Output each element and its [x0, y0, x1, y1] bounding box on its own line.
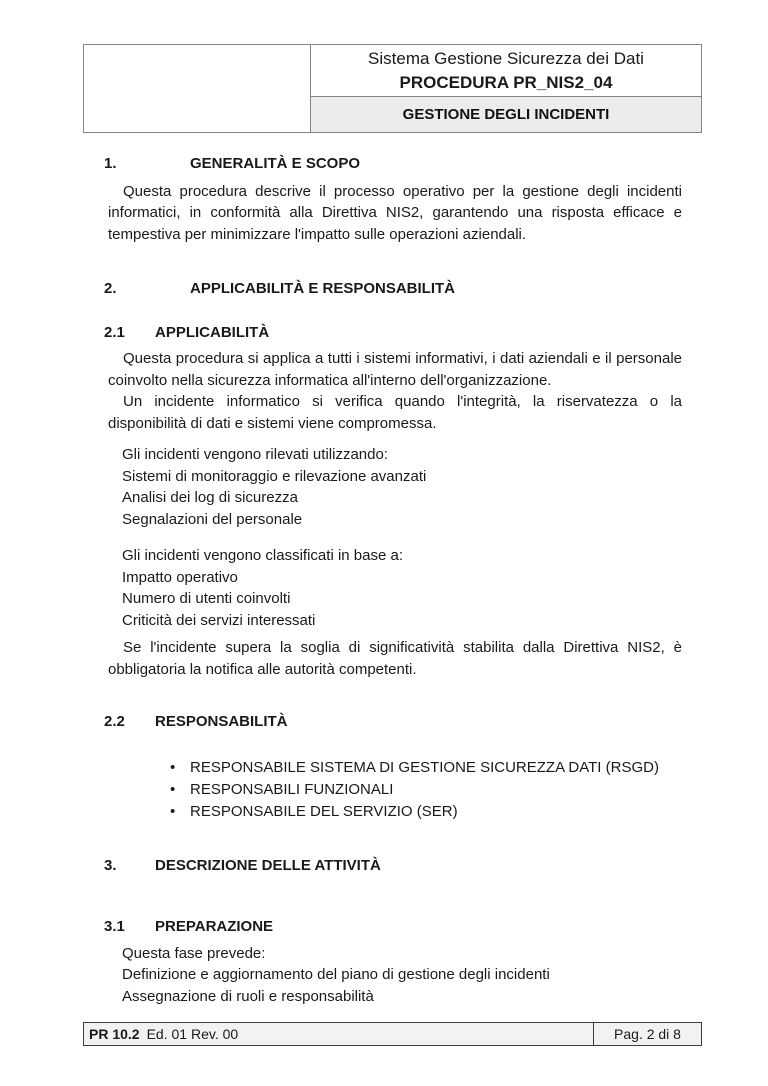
footer-edition: Ed. 01 Rev. 00: [146, 1026, 239, 1042]
section-title: RESPONSABILITÀ: [155, 713, 288, 730]
bullet-icon: •: [170, 802, 176, 820]
section-number: 1.: [104, 155, 117, 172]
bullet-text: RESPONSABILI FUNZIONALI: [190, 780, 394, 798]
section-2-1-heading: [104, 322, 682, 344]
bullet-icon: •: [170, 780, 176, 798]
footer-table: [83, 1022, 702, 1046]
document-body: [104, 132, 682, 1007]
preparation-list: [122, 943, 682, 1008]
procedure-code: PROCEDURA PR_NIS2_04: [399, 72, 613, 92]
section-number: 2.1: [104, 323, 125, 341]
footer-page-number: Pag. 2 di 8: [593, 1023, 701, 1045]
section-title: PREPARAZIONE: [155, 918, 274, 935]
list-item: Numero di utenti coinvolti: [122, 590, 291, 607]
paragraph-notification: Se l'incidente supera la soglia di significatività stabilita dalla Direttiva NIS2, è obbligatoria la notifica alle autorità competenti.: [108, 639, 682, 678]
section-3-heading: [104, 855, 682, 877]
list-intro: Gli incidenti vengono classificati in base a:: [122, 547, 403, 564]
list-item: Analisi dei log di sicurezza: [122, 489, 298, 506]
list-item: Definizione e aggiornamento del piano di gestione degli incidenti: [122, 966, 550, 983]
detection-list: [122, 444, 682, 530]
bullet-text: RESPONSABILE DEL SERVIZIO (SER): [190, 802, 458, 820]
paragraph-applicability-1: Questa procedura si applica a tutti i sistemi informativi, i dati aziendali e il personale coinvolto nella sicurezza informatica all'interno dell'organizzazione.: [108, 350, 682, 389]
list-item: Assegnazione di ruoli e responsabilità: [122, 987, 374, 1005]
section-title: GENERALITÀ E SCOPO: [190, 155, 361, 172]
classification-list: [122, 545, 682, 631]
list-item: Sistemi di monitoraggio e rilevazione avanzati: [122, 467, 427, 485]
bullet-text: RESPONSABILE SISTEMA DI GESTIONE SICUREZZA DATI (RSGD): [190, 758, 659, 776]
system-title: Sistema Gestione Sicurezza dei Dati: [368, 48, 644, 68]
section-1-heading: [104, 153, 682, 175]
section-number: 3.1: [104, 918, 125, 935]
footer-doc-info: [84, 1023, 593, 1045]
section-2-2-heading: [104, 711, 682, 733]
bullet-icon: •: [170, 758, 176, 776]
header-right-column: [311, 45, 701, 132]
list-intro: Gli incidenti vengono rilevati utilizzando:: [122, 446, 388, 463]
list-item: Criticità dei servizi interessati: [122, 611, 316, 629]
document-title: GESTIONE DEGLI INCIDENTI: [311, 97, 701, 132]
list-item: Impatto operativo: [122, 568, 238, 586]
list-item: [170, 779, 682, 801]
logo-placeholder-cell: [84, 45, 311, 132]
paragraph-scope: Questa procedura descrive il processo operativo per la gestione degli incidenti informatici, in conformità alla Direttiva NIS2, garantendo una risposta efficace e tempestiva per minimizzare l'impatto sulle operazioni aziendali.: [108, 182, 682, 243]
footer-doc-code: PR 10.2: [89, 1026, 140, 1042]
list-item: Segnalazioni del personale: [122, 510, 303, 528]
section-title: APPLICABILITÀ: [155, 323, 270, 341]
paragraph-applicability-2: Un incidente informatico si verifica quando l'integrità, la riservatezza o la disponibilità di dati e sistemi viene compromessa.: [108, 393, 682, 432]
section-title: DESCRIZIONE DELLE ATTIVITÀ: [155, 856, 381, 874]
responsibility-bullet-list: [170, 757, 682, 823]
list-item: [170, 801, 682, 823]
section-number: 2.: [104, 280, 117, 297]
section-3-1-heading: [104, 916, 682, 938]
list-intro: Questa fase prevede:: [122, 944, 266, 962]
section-title: APPLICABILITÀ E RESPONSABILITÀ: [190, 280, 456, 297]
section-number: 2.2: [104, 713, 125, 730]
header-title-cell: [311, 45, 701, 97]
section-2-heading: [104, 278, 682, 300]
header-table: [83, 44, 702, 133]
section-number: 3.: [104, 856, 117, 874]
list-item: [170, 757, 682, 779]
